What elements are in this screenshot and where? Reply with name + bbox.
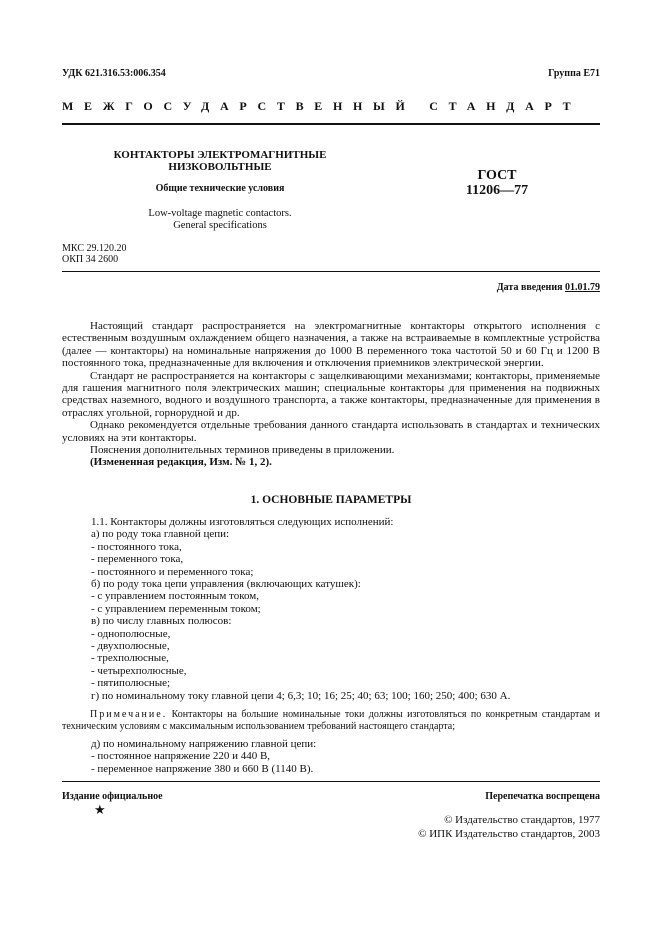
introduction-date bbox=[497, 282, 600, 293]
list-line: а) по роду тока главной цепи: bbox=[91, 528, 230, 541]
list-line: - постоянного тока, bbox=[91, 540, 182, 553]
list-line: - постоянного и переменного тока; bbox=[91, 565, 254, 578]
udk-code: УДК 621.316.53:006.354 bbox=[62, 68, 166, 79]
note-paragraph bbox=[62, 709, 600, 732]
reprint-notice: Перепечатка воспрещена bbox=[485, 791, 600, 802]
list-line: - трехполюсные, bbox=[91, 652, 169, 665]
list-line: - пятиполюсные; bbox=[91, 677, 171, 690]
standard-type: МЕЖГОСУДАРСТВЕННЫЙ СТАНДАРТ bbox=[62, 99, 582, 113]
note-label: Примечание. bbox=[90, 709, 168, 720]
header-rule bbox=[62, 123, 600, 125]
date-label: Дата введения bbox=[496, 282, 563, 293]
list-line: - четырехполюсные, bbox=[91, 664, 187, 677]
intro-paragraph-2: Стандарт не распространяется на контакторы с защелкивающими механизмами; контакторы, применяемые для гашения магнитного поля электрических машин; специальные контакторы для применения на подвижных средствах наземного, водного и воздушного транспорта, а также контакторы, предназначенные для применения в отраслях угольной, горнорудной и др. bbox=[62, 369, 600, 419]
gost-number: 11206—77 bbox=[465, 183, 529, 198]
copyright-2003: © ИПК Издательство стандартов, 2003 bbox=[418, 828, 600, 840]
okp-code: ОКП 34 2600 bbox=[62, 254, 119, 265]
amendment-note: (Измененная редакция, Изм. № 1, 2). bbox=[90, 456, 272, 469]
list-line: г) по номинальному току главной цепи 4; 6,3; 10; 16; 25; 40; 63; 100; 160; 250; 400; 630 А. bbox=[91, 689, 511, 702]
gost-label: ГОСТ bbox=[477, 168, 517, 183]
list-line: б) по роду тока цепи управления (включающих катушек): bbox=[91, 578, 361, 591]
note-text: Контакторы на большие номинальные токи должны изготовляться по конкретным стандартам и техническим условиям с максимальным использованием требований настоящего стандарта; bbox=[62, 709, 600, 732]
list-line: - постоянное напряжение 220 и 440 В, bbox=[91, 750, 271, 763]
list-line: д) по номинальному напряжению главной цепи: bbox=[91, 738, 317, 750]
section-heading: 1. ОСНОВНЫЕ ПАРАМЕТРЫ bbox=[250, 494, 412, 506]
voltage-list bbox=[91, 738, 316, 775]
official-edition: Издание официальное bbox=[62, 791, 163, 802]
copyright-1977: © Издательство стандартов, 1977 bbox=[444, 814, 600, 826]
title-line-1: КОНТАКТОРЫ ЭЛЕКТРОМАГНИТНЫЕ bbox=[113, 149, 327, 161]
intro-paragraph-4: Пояснения дополнительных терминов приведены в приложении. bbox=[90, 444, 395, 457]
date-value: 01.01.79 bbox=[565, 282, 600, 293]
list-line: - двухполюсные, bbox=[91, 640, 170, 653]
footer-rule bbox=[62, 781, 600, 782]
intro-paragraph-3: Однако рекомендуется отдельные требования данного стандарта использовать в стандартах и технических условиях на эти контакторы. bbox=[62, 419, 600, 444]
execution-list bbox=[91, 516, 510, 702]
star-icon: ★ bbox=[94, 802, 106, 817]
classification-codes bbox=[62, 243, 126, 265]
list-line: - переменное напряжение 380 и 660 В (1140 В). bbox=[91, 762, 314, 775]
list-line: в) по числу главных полюсов: bbox=[91, 615, 232, 628]
list-line: 1.1. Контакторы должны изготовляться следующих исполнений: bbox=[91, 516, 394, 528]
introduction bbox=[62, 320, 600, 469]
title-rule bbox=[62, 271, 600, 272]
list-line: - однополюсные, bbox=[91, 627, 171, 640]
list-line: - переменного тока, bbox=[91, 553, 184, 566]
gost-number-block bbox=[432, 168, 562, 198]
english-line-1: Low-voltage magnetic contactors. bbox=[148, 208, 292, 219]
copyright-block bbox=[418, 813, 600, 841]
list-line: - с управлением постоянным током, bbox=[91, 590, 259, 603]
group-code: Группа Е71 bbox=[548, 68, 600, 79]
title-line-2: НИЗКОВОЛЬТНЫЕ bbox=[168, 161, 272, 173]
english-line-2: General specifications bbox=[173, 220, 267, 231]
mks-code: МКС 29.120.20 bbox=[62, 243, 127, 254]
list-line: - с управлением переменным током; bbox=[91, 602, 261, 615]
english-title bbox=[90, 208, 350, 232]
document-title bbox=[90, 149, 350, 173]
intro-paragraph-1: Настоящий стандарт распространяется на электромагнитные контакторы открытого исполнения с естественным воздушным охлаждением общего назначения, а также на встраиваемые в комплектные устройства (далее — контакторы) на номинальные напряжения до 1000 В переменного тока частотой 50 и 60 Гц и 1200 В постоянного тока, предназначенные для включения и отключения приемников электрической энергии. bbox=[62, 320, 600, 370]
document-subtitle: Общие технические условия bbox=[155, 183, 285, 194]
